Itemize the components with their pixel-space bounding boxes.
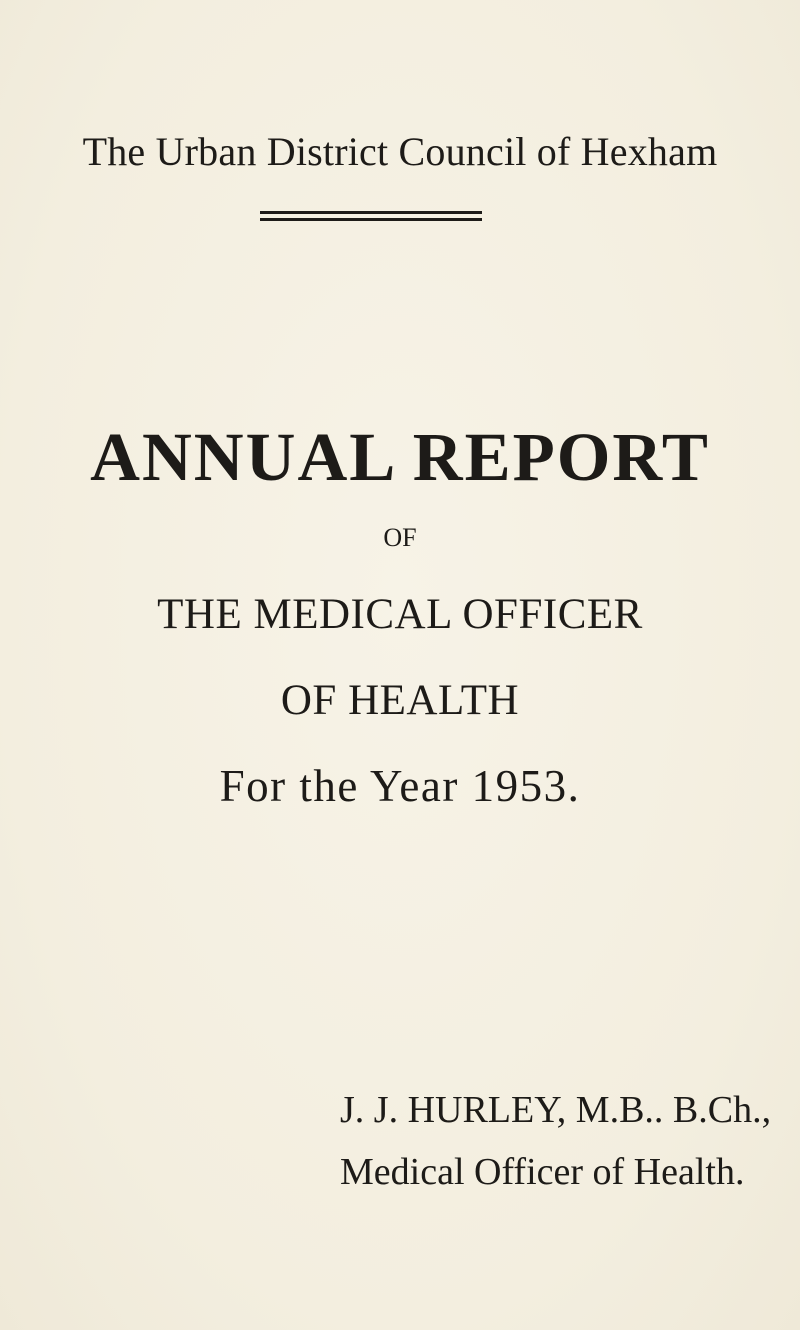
author-name: J. J. HURLEY, M.B.. B.Ch., [340,1089,772,1131]
double-rule-bottom [260,218,482,221]
report-year: For the Year 1953. [219,761,581,811]
report-title: ANNUAL REPORT [90,419,710,495]
double-rule-top [260,211,482,214]
council-heading: The Urban District Council of Hexham [82,129,718,174]
report-subject-line-1: THE MEDICAL OFFICER [157,591,643,638]
report-subject-line-2: OF HEALTH [280,677,520,724]
author-title: Medical Officer of Health. [340,1151,745,1193]
title-connector: OF [383,523,417,552]
